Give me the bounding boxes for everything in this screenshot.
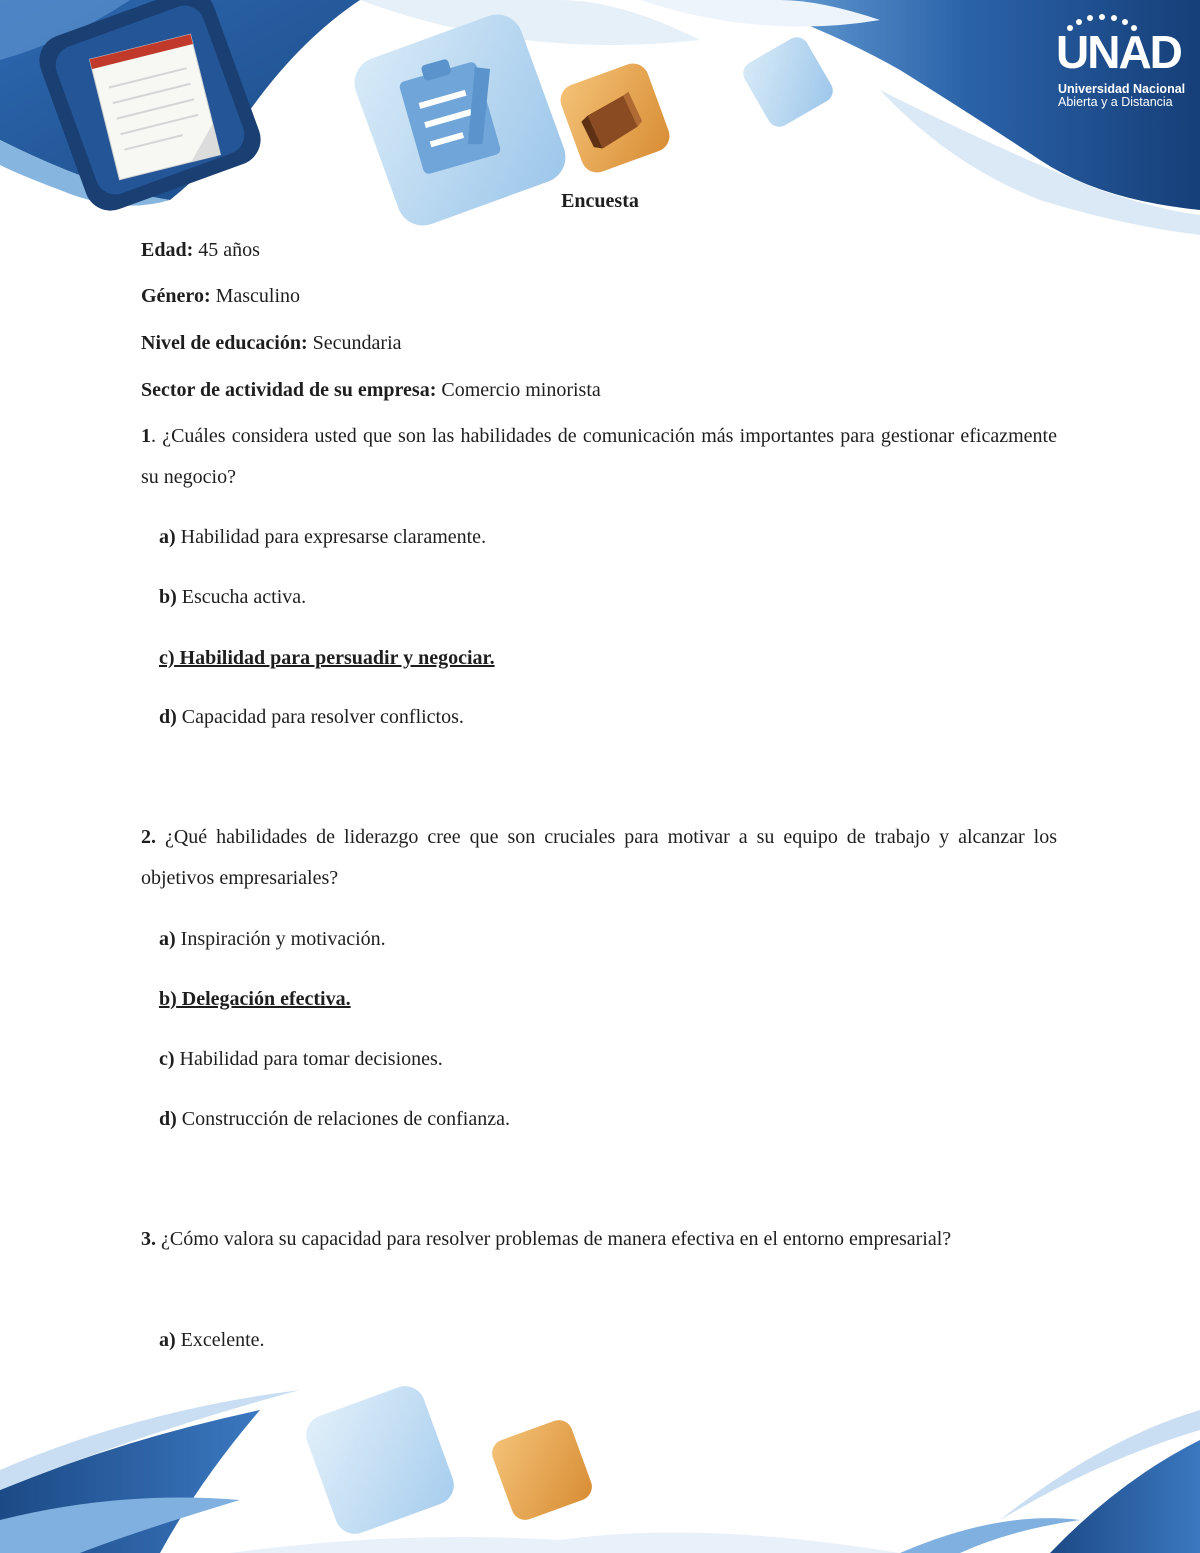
header-decoration — [0, 0, 1200, 260]
option-letter: a) — [159, 526, 176, 548]
question-number: 3. — [141, 1228, 156, 1250]
option-letter: b) — [159, 988, 177, 1010]
question-2-option-c[interactable] — [159, 1047, 443, 1071]
field-label: Sector de actividad de su empresa: — [141, 379, 437, 401]
logo-university-name: Universidad Nacional — [1058, 82, 1186, 96]
field-gender — [141, 284, 300, 308]
field-label: Nivel de educación: — [141, 332, 308, 354]
document-title: Encuesta — [561, 190, 639, 212]
question-text: . ¿Cuáles considera usted que son las habilidades de comunicación más importantes para gestionar eficazmente su negocio? — [141, 425, 1057, 488]
question-text: ¿Cómo valora su capacidad para resolver problemas de manera efectiva en el entorno empresarial? — [156, 1228, 952, 1250]
option-text: Construcción de relaciones de confianza. — [176, 1108, 510, 1130]
option-letter: c) — [159, 647, 175, 669]
option-text: Delegación efectiva. — [176, 988, 351, 1010]
question-1-option-c-selected[interactable] — [159, 646, 495, 670]
field-education — [141, 331, 402, 355]
field-sector — [141, 378, 601, 402]
logo-university-subtitle: Abierta y a Distancia — [1058, 95, 1173, 109]
option-text: Inspiración y motivación. — [175, 928, 386, 950]
field-value: 45 años — [198, 239, 260, 261]
question-1 — [141, 416, 1057, 498]
footer-decoration — [0, 1370, 1200, 1553]
field-value: Masculino — [215, 285, 301, 307]
question-1-option-a[interactable] — [159, 525, 486, 549]
option-letter: a) — [159, 928, 176, 950]
field-label: Género: — [141, 285, 211, 307]
question-3-option-a[interactable] — [159, 1328, 265, 1352]
logo-wordmark: UNAD — [1056, 26, 1181, 78]
field-value: Secundaria — [312, 332, 402, 354]
option-text: Escucha activa. — [176, 586, 307, 608]
unad-logo — [1056, 14, 1186, 114]
question-1-option-b[interactable] — [159, 585, 306, 609]
option-text: Habilidad para expresarse claramente. — [175, 526, 487, 548]
question-1-option-d[interactable] — [159, 705, 464, 729]
field-label: Edad: — [141, 239, 194, 261]
option-text: Habilidad para persuadir y negociar. — [174, 647, 495, 669]
question-number: 1 — [141, 425, 151, 447]
option-letter: b) — [159, 586, 177, 608]
option-letter: a) — [159, 1329, 176, 1351]
question-2-option-b-selected[interactable] — [159, 987, 351, 1011]
option-text: Excelente. — [175, 1329, 265, 1351]
option-text: Habilidad para tomar decisiones. — [174, 1048, 443, 1070]
option-text: Capacidad para resolver conflictos. — [176, 706, 464, 728]
option-letter: c) — [159, 1048, 175, 1070]
option-letter: d) — [159, 1108, 177, 1130]
field-age — [141, 238, 260, 262]
question-number: 2. — [141, 826, 156, 848]
question-2-option-a[interactable] — [159, 927, 386, 951]
question-3 — [141, 1219, 1057, 1260]
field-value: Comercio minorista — [441, 379, 601, 401]
question-text: ¿Qué habilidades de liderazgo cree que son cruciales para motivar a su equipo de trabajo y alcanzar los objetivos empresariales? — [141, 826, 1057, 889]
question-2-option-d[interactable] — [159, 1107, 510, 1131]
question-2 — [141, 817, 1057, 899]
option-letter: d) — [159, 706, 177, 728]
